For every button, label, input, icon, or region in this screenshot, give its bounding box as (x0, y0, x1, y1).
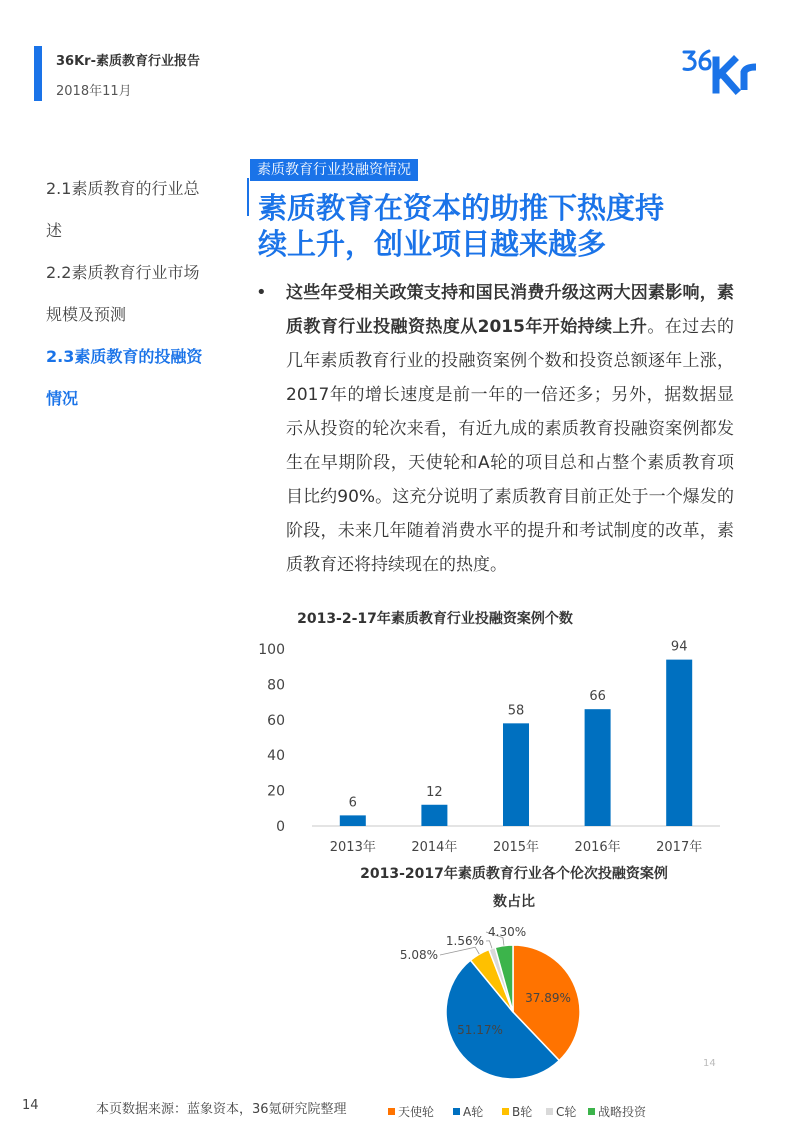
pie-chart-title-line2: 数占比 (493, 894, 535, 910)
y-tick-label: 60 (267, 712, 285, 729)
legend-swatch (502, 1108, 509, 1115)
bar (666, 660, 692, 826)
page-number: 14 (22, 1098, 39, 1113)
section-nav (46, 168, 226, 420)
pie-chart-round-share (300, 856, 740, 1119)
y-tick-label: 80 (267, 677, 285, 694)
pie-value-label: 1.56% (445, 934, 484, 948)
side-page-number: 14 (703, 1058, 716, 1069)
pie-chart-title-line1: 2013-2017年素质教育行业各个伦次投融资案例 (360, 866, 668, 882)
nav-item-investment[interactable]: 2.3素质教育的投融资 情况 (46, 347, 203, 408)
pie-leader-line (486, 941, 492, 949)
bar-chart-title: 2013-2-17年素质教育行业投融资案例个数 (297, 611, 573, 627)
x-tick-label: 2014年 (411, 840, 458, 855)
body-regular-text: 。在过去的几年素质教育行业的投融资案例个数和投资总额逐年上涨，2017年的增长速度是前一年的一倍还多；另外，据数据显示从投资的轮次来看，有近九成的素质教育投融资案例都发生在早期阶段，天使轮和A轮的项目总和占整个素质教育项目比约90%。这充分说明了素质教育目前正处于一个爆发的阶段，未来几年随着消费水平的提升和考试制度的改革，素质教育还将持续现在的热度。 (286, 317, 734, 575)
nav-item-market-size[interactable]: 2.2素质教育行业市场 规模及预测 (46, 263, 200, 324)
data-source: 本页数据来源：蓝象资本，36氪研究院整理 (96, 1102, 347, 1117)
pie-leader-line (440, 947, 479, 955)
legend-swatch (546, 1108, 553, 1115)
bar (503, 723, 529, 826)
bar (421, 805, 447, 826)
headline-accent-line (247, 178, 249, 216)
legend-label: 天使轮 (398, 1105, 435, 1119)
x-tick-label: 2017年 (656, 840, 703, 855)
x-tick-label: 2015年 (492, 840, 540, 855)
legend-swatch (588, 1108, 595, 1115)
bullet-dot: • (256, 282, 267, 303)
bar-chart-investment-count (250, 600, 750, 865)
section-headline: 素质教育在资本的助推下热度持 续上升，创业项目越来越多 (258, 191, 665, 261)
body-paragraph (286, 276, 734, 582)
report-date: 2018年11月 (56, 84, 132, 99)
legend-label: 战略投资 (598, 1105, 647, 1119)
report-title: 36Kr-素质教育行业报告 (56, 54, 200, 69)
legend-label: B轮 (512, 1105, 533, 1119)
x-tick-label: 2016年 (574, 840, 621, 855)
y-tick-label: 40 (267, 748, 285, 765)
bar (340, 815, 366, 826)
bar (585, 709, 611, 826)
body-bold-text: 这些年受相关政策支持和国民消费升级这两大因素影响，素质教育行业投融资热度从2015年开始持续上升 (286, 283, 734, 337)
y-tick-label: 20 (267, 783, 285, 800)
y-tick-label: 100 (258, 642, 285, 658)
header-accent-bar (34, 46, 42, 101)
bar-value-label: 6 (348, 795, 357, 811)
pie-value-label: 5.08% (399, 948, 438, 962)
legend-label: A轮 (463, 1105, 484, 1119)
pie-value-label: 37.89% (525, 991, 571, 1005)
pie-value-label: 51.17% (457, 1023, 503, 1037)
section-tag: 素质教育行业投融资情况 (250, 159, 418, 181)
x-tick-label: 2013年 (329, 840, 376, 855)
bar-value-label: 58 (507, 703, 525, 719)
36kr-logo (682, 40, 764, 96)
pie-value-label: 4.30% (488, 925, 527, 939)
y-tick-label: 0 (276, 819, 285, 835)
nav-item-industry-overview[interactable]: 2.1素质教育的行业总 述 (46, 179, 200, 240)
legend-label: C轮 (556, 1105, 577, 1119)
bar-value-label: 12 (426, 784, 443, 800)
bar-value-label: 66 (589, 689, 606, 705)
legend-swatch (453, 1108, 460, 1115)
bar-value-label: 94 (670, 639, 688, 655)
legend-swatch (388, 1108, 395, 1115)
